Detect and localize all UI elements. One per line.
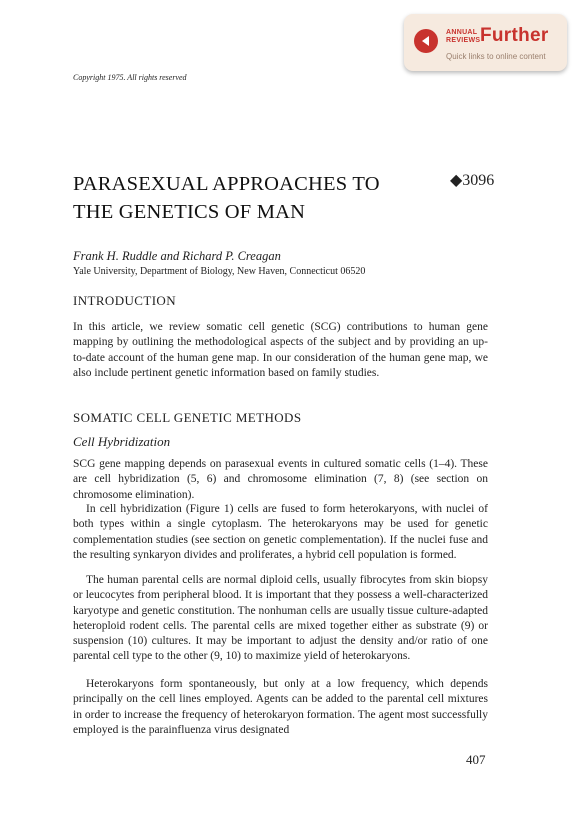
further-subtitle: Quick links to online content bbox=[446, 52, 546, 61]
affiliation: Yale University, Department of Biology, New Haven, Connecticut 06520 bbox=[73, 266, 366, 277]
page-number: 407 bbox=[466, 752, 486, 767]
heading-somatic-methods: SOMATIC CELL GENETIC METHODS bbox=[73, 410, 302, 425]
annual-reviews-logo: ANNUAL REVIEWS bbox=[446, 29, 481, 44]
article-title: PARASEXUAL APPROACHES TO THE GENETICS OF MAN bbox=[73, 173, 380, 223]
further-badge[interactable] bbox=[404, 14, 567, 71]
paragraph-4: Heterokaryons form spontaneously, but only at a low frequency, which depends principally on the cell lines employed. Agents can be added to the parental cell mixtures in order to increase the frequency of heterokaryon formation. The agent most successfully employed is the parainfluenza virus designated bbox=[73, 678, 488, 736]
paragraph-intro: In this article, we review somatic cell genetic (SCG) contributions to human gene mapping by outlining the methodological aspects of the subject and by providing an up-to-date account of the human gene map. In our consideration of the human gene map, we also include pertinent genetic information based on family studies. bbox=[73, 321, 488, 379]
article-code: ◆3096 bbox=[450, 172, 495, 189]
further-title: Further bbox=[480, 25, 549, 46]
heading-introduction: INTRODUCTION bbox=[73, 293, 177, 308]
paragraph-1: SCG gene mapping depends on parasexual events in cultured somatic cells (1–4). These are cell hybridization (5, 6) and chromosome elimination (7, 8) (see section on chromosome elimination). bbox=[73, 458, 488, 501]
heading-cell-hybridization: Cell Hybridization bbox=[73, 434, 171, 449]
authors: Frank H. Ruddle and Richard P. Creagan bbox=[73, 249, 281, 263]
paragraph-2: In cell hybridization (Figure 1) cells are fused to form heterokaryons, with nuclei of both types within a single cytoplasm. The heterokaryons may be used for genetic complementation studies (see section on genetic complementation). If the nuclei fuse and the resulting synkaryon divides and proliferates, a hybrid cell population is formed. bbox=[73, 503, 488, 561]
paragraph-3: The human parental cells are normal diploid cells, usually fibrocytes from skin biopsy or leucocytes from peripheral blood. It is important that they possess a well-characterized karyotype and genetic constitution. The nonhuman cells are usually tissue culture-adapted heteroploid rodent cells. The parental cells are mixed together either as substrate (9) or suspension (10) cultures. It may be important to adjust the density and/or ratio of one parental cell type to the other (9, 10) to maximize yield of heterokaryons. bbox=[73, 574, 488, 663]
copyright-notice: Copyright 1975. All rights reserved bbox=[73, 73, 187, 82]
play-icon bbox=[414, 29, 438, 53]
